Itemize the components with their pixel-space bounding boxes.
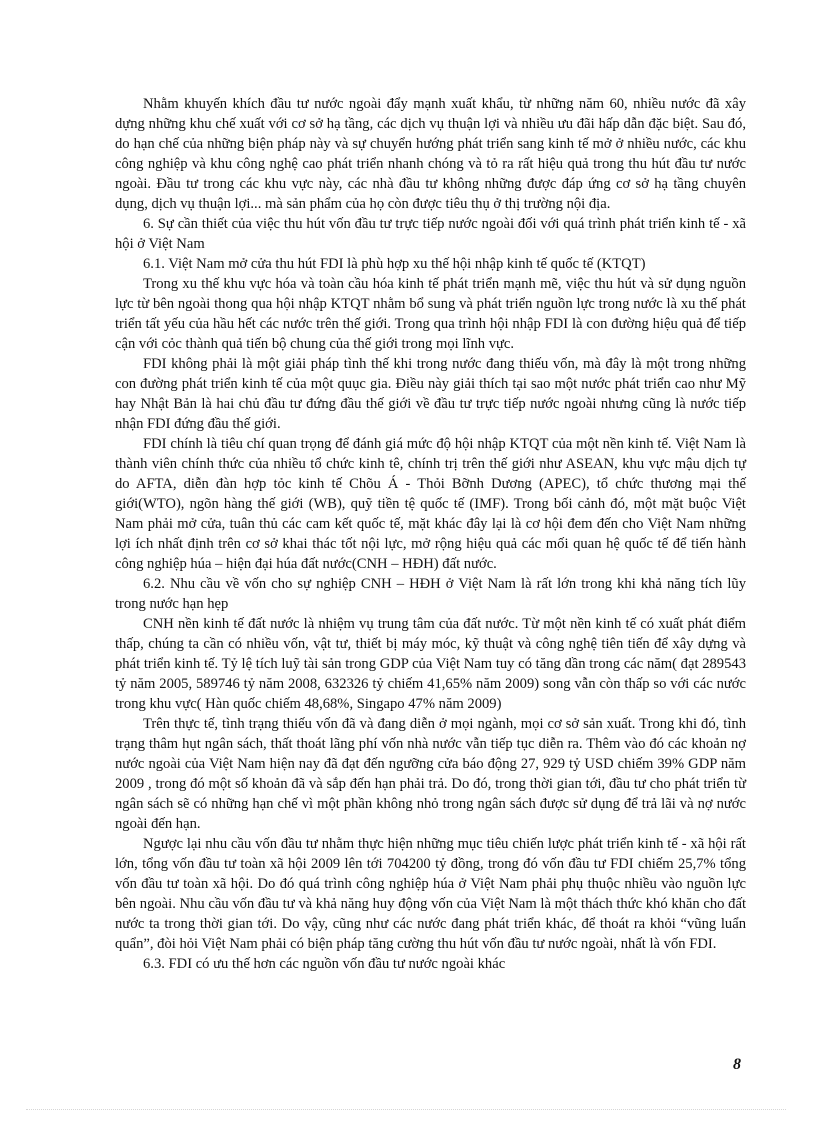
footer-dotted-rule	[26, 1109, 786, 1110]
paragraph-capital-shortage: Trên thực tế, tình trạng thiếu vốn đã và đang diễn ở mọi ngành, mọi cơ sở sản xuất. Trong khi đó, tình trạng thâm hụt ngân sách, thất thoát lãng phí vốn nhà nước vẫn tiếp tục diễn ra. Thêm vào đó các khoản nợ nước ngoài của Việt Nam hiện nay đã đạt đến ngưỡng cửa báo động 27, 929 tỷ USD chiếm 39% GDP năm 2009 , trong đó một số khoản đã và sắp đến hạn phải trả. Do đó, trong thời gian tới, đầu tư cho phát triển từ ngân sách sẽ có những hạn chế vì một phần không nhỏ trong ngân sách được sử dụng để trả lãi và nợ nước ngoài đến hạn.	[115, 716, 746, 832]
paragraph-capital-needs: CNH nền kinh tế đất nước là nhiệm vụ trung tâm của đất nước. Từ một nền kinh tế có xuất phát điểm thấp, chúng ta cần có nhiều vốn, vật tư, thiết bị máy móc, kỹ thuật và công nghệ tiên tiến để xây dựng và phát triển kinh tế. Tỷ lệ tích luỹ tài sản trong GDP của Việt Nam tuy có tăng dần trong các năm( đạt 289543 tỷ năm 2005, 589746 tỷ năm 2008, 632326 tỷ chiếm 41,65% năm 2009) song vẫn còn thấp so với các nước trong khu vực( Hàn quốc chiếm 48,68%, Singapo 47% năm 2009)	[115, 616, 746, 712]
paragraph-integration-trend: Trong xu thế khu vực hóa và toàn cầu hóa kinh tế phát triển mạnh mẽ, việc thu hút và sử dụng nguồn lực từ bên ngoài thong qua hội nhập KTQT nhằm bổ sung và phát triển nguồn lực trong nước là xu thế phát triển tất yếu của hầu hết các nước trên thế giới. Trong qua trình hội nhập FDI là con đường hiệu quả để tiếp cận với cỏc thành quả tiến bộ chung của thế giới trong mọi lĩnh vực.	[115, 276, 746, 352]
page-number: 8	[733, 1056, 741, 1073]
body-text	[115, 94, 746, 974]
heading-section-6: 6. Sự cần thiết của việc thu hút vốn đầu tư trực tiếp nước ngoài đối với quá trình phát triển kinh tế - xã hội ở Việt Nam	[115, 216, 746, 252]
paragraph-fdi-not-temporary: FDI không phải là một giải pháp tình thế khi trong nước đang thiếu vốn, mà đây là một trong những con đường phát triển kinh tế của một quục gia. Điều này giải thích tại sao một nước phát triển cao như Mỹ hay Nhật Bản là hai chủ đầu tư đứng đầu thế giới về đầu tư trực tiếp nước ngoài nhưng cũng là nước tiếp nhận FDI đứng đầu thế giới.	[115, 356, 746, 432]
heading-section-6-3: 6.3. FDI có ưu thế hơn các nguồn vốn đầu tư nước ngoài khác	[143, 956, 506, 972]
paragraph-investment-demand: Ngược lại nhu cầu vốn đầu tư nhằm thực hiện những mục tiêu chiến lược phát triển kinh tế - xã hội rất lớn, tổng vốn đầu tư toàn xã hội 2009 lên tới 704200 tỷ đồng, trong đó vốn đầu tư FDI chiếm 25,7% tổng vốn đầu tư toàn xã hội. Do đó quá trình công nghiệp húa ở Việt Nam phải phụ thuộc nhiều vào nguồn lực bên ngoài. Nhu cầu vốn đầu tư và khả năng huy động vốn của Việt Nam là một thách thức khó khăn cho đất nước ta trong thời gian tới. Do vậy, cũng như các nước đang phát triển khác, để thoát ra khỏi “vũng luẩn quẩn”, đòi hỏi Việt Nam phải có biện pháp tăng cường thu hút vốn đầu tư nước ngoài, nhất là vốn FDI.	[115, 836, 746, 952]
heading-section-6-2: 6.2. Nhu cầu về vốn cho sự nghiệp CNH – HĐH ở Việt Nam là rất lớn trong khi khả năng tích lũy trong nước hạn hẹp	[115, 576, 746, 612]
paragraph-fdi-criterion: FDI chính là tiêu chí quan trọng để đánh giá mức độ hội nhập KTQT của một nền kinh tế. Việt Nam là thành viên chính thức của nhiều tổ chức kinh tê, chính trị trên thế giới như ASEAN, khu vực mậu dịch tự do AFTA, diễn đàn hợp tỏc kinh tế Chõu Á - Thỏi Bỡnh Dương (APEC), tổ chức thương mại thế giới(WTO), ngõn hàng thế giới (WB), quỹ tiền tệ quốc tế (IMF). Trong bối cảnh đó, một mặt buộc Việt Nam phải mở cửa, tuân thủ các cam kết quốc tế, mặt khác đây lại là cơ hội đem đến cho Việt Nam những lợi ích nhất định trên cơ sở khai thác tốt nội lực, mở rộng hiệu quả các mối quan hệ quốc tế để tiến hành công nghiệp húa – hiện đại húa đất nước(CNH – HĐH) đất nước.	[115, 436, 746, 572]
heading-section-6-1: 6.1. Việt Nam mở cửa thu hút FDI là phù hợp xu thế hội nhập kinh tế quốc tế (KTQT)	[143, 256, 646, 272]
paragraph-export-zones: Nhằm khuyến khích đầu tư nước ngoài đẩy mạnh xuất khẩu, từ những năm 60, nhiều nước đã xây dựng những khu chế xuất với cơ sở hạ tầng, các dịch vụ thuận lợi và nhiều ưu đãi hấp dẫn đặc biệt. Sau đó, do hạn chế của những biện pháp này và sự chuyển hướng phát triển sang kinh tế mở ở nhiều nước, các khu công nghiệp và khu công nghệ cao phát triển nhanh chóng và tỏ ra rất hiệu quả trong thu hút đầu tư nước ngoài. Đầu tư trong các khu vực này, các nhà đầu tư không những được đáp ứng cơ sở hạ tầng chuyên dụng, dịch vụ thuận lợi... mà sản phẩm của họ còn được tiêu thụ ở thị trường nội địa.	[115, 96, 746, 212]
